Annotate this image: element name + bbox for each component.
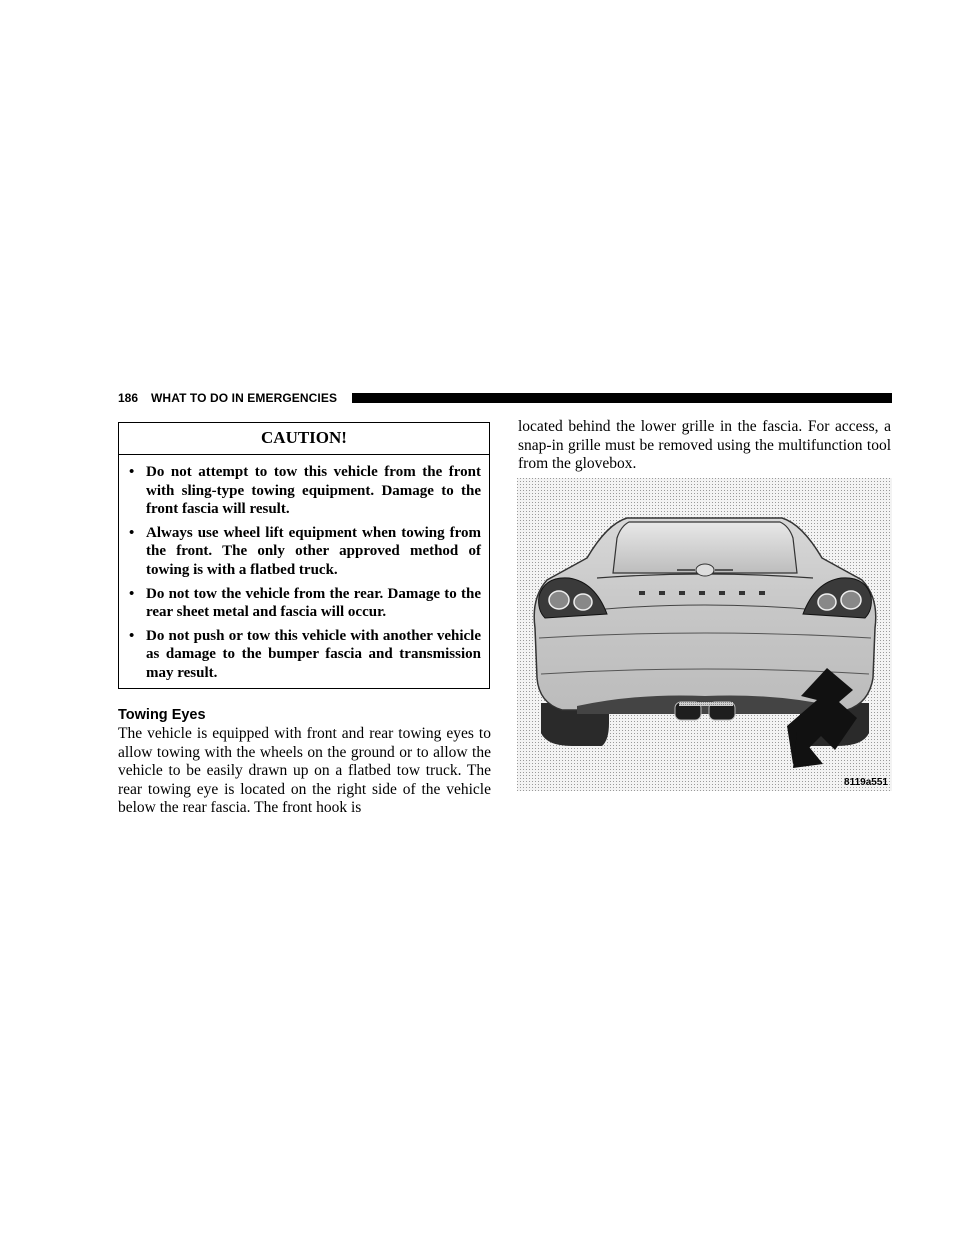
rear-view-car-illustration	[517, 478, 892, 791]
section-heading: Towing Eyes	[118, 707, 206, 723]
car-rear-icon	[517, 478, 892, 791]
body-paragraph-right: located behind the lower grille in the fascia. For access, a snap-in grille must be removed using the multifunction tool from the glovebox.	[518, 418, 891, 473]
caution-item: • Always use wheel lift equipment when towing from the front. The only other approved method of towing is with a flatbed truck.	[129, 524, 481, 578]
body-paragraph-left: The vehicle is equipped with front and rear towing eyes to allow towing with the wheels on the ground or to allow the vehicle to be easily drawn up on a flatbed tow truck. The rear towing eye is located on the right side of the vehicle below the rear fascia. The front hook is	[118, 725, 491, 817]
bullet-icon: •	[129, 627, 135, 644]
caution-item: • Do not tow the vehicle from the rear. Damage to the rear sheet metal and fascia will occur.	[129, 585, 481, 621]
bullet-icon: •	[129, 464, 135, 480]
caution-item: • Do not push or tow this vehicle with another vehicle as damage to the bumper fascia and transmission may result.	[129, 627, 481, 681]
page-header	[118, 390, 892, 406]
section-title: WHAT TO DO IN EMERGENCIES	[151, 391, 338, 405]
figure-caption: 8119a551	[844, 777, 888, 788]
header-rule	[352, 393, 892, 403]
bullet-icon: •	[129, 524, 135, 541]
page-number: 186	[118, 391, 139, 405]
bullet-icon: •	[129, 585, 135, 602]
caution-box	[118, 422, 490, 689]
caution-title: CAUTION!	[119, 423, 489, 455]
caution-item: • Do not attempt to tow this vehicle from the front with sling-type towing equipment. Damage to the front fascia will result.	[129, 464, 481, 518]
caution-list	[119, 455, 489, 683]
